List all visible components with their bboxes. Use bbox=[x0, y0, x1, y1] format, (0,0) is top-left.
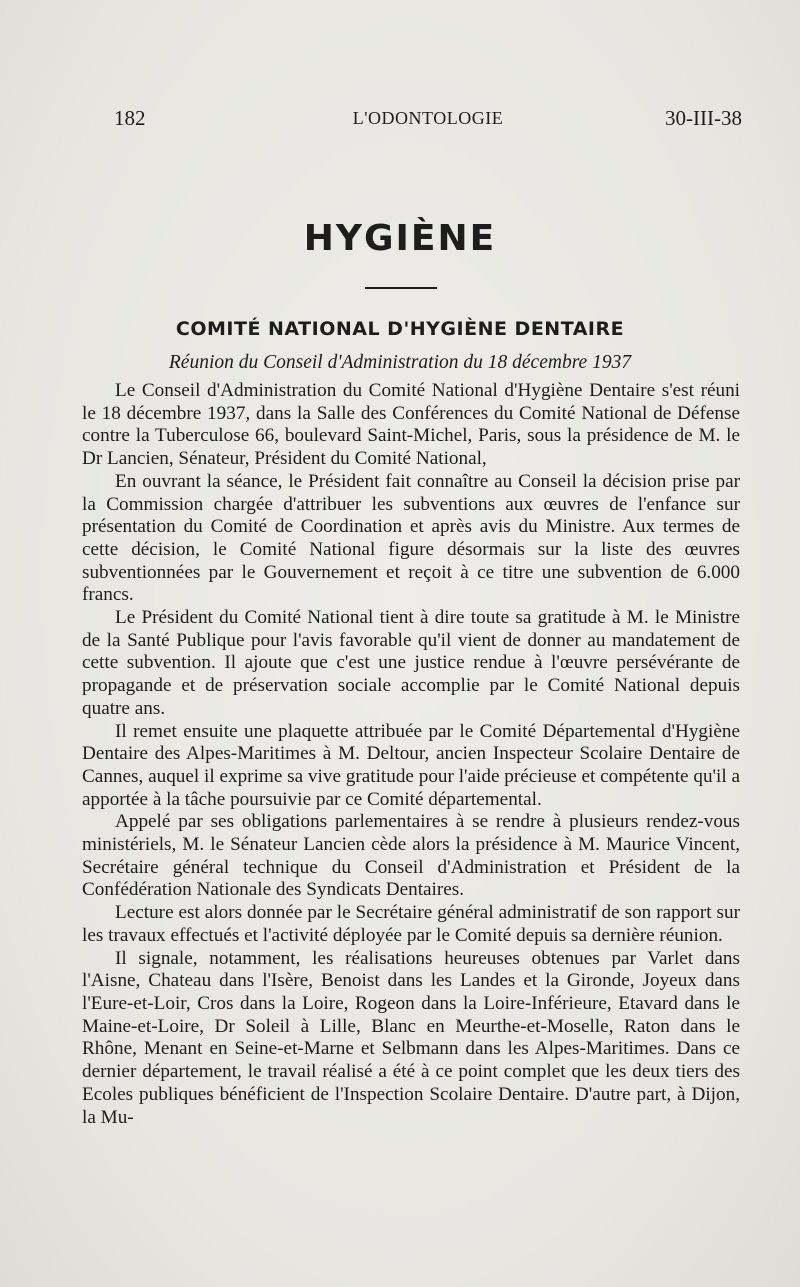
paragraph: Il signale, notamment, les réalisations heureuses obtenues par Varlet dans l'Aisne, Chateau dans l'Isère, Benoist dans les Landes et la Gironde, Joyeux dans l'Eure-et-Loir, Cros dans la Loire, Rogeon dans la Loire-Inférieure, Etavard dans le Maine-et-Loire, Dr Soleil à Lille, Blanc en Meurthe-et-Moselle, Raton dans le Rhône, Menant en Seine-et-Marne et Selbmann dans les Alpes-Maritimes. Dans ce dernier département, le travail réalisé a été à ce point complet que les deux tiers des Ecoles publiques bénéficient de l'Inspection Scolaire Dentaire. D'autre part, à Dijon, la Mu- bbox=[82, 947, 740, 1128]
paragraph: Appelé par ses obligations parlementaires à se rendre à plusieurs rendez-vous ministériels, M. le Sénateur Lancien cède alors la présidence à M. Maurice Vincent, Secrétaire général technique du Conseil d'Administration et Président de la Confédération Nationale des Syndicats Dentaires. bbox=[82, 811, 740, 901]
running-header bbox=[114, 106, 742, 136]
paragraph: Le Président du Comité National tient à dire toute sa gratitude à M. le Ministre de la Santé Publique pour l'avis favorable qu'il vient de donner au mandatement de cette subvention. Il ajoute que c'est une justice rendue à l'œuvre persévérante de propagande et de préservation sociale accomplie par le Comité National depuis quatre ans. bbox=[82, 607, 740, 719]
issue-date: 30-III-38 bbox=[665, 106, 742, 130]
paragraph: En ouvrant la séance, le Président fait connaître au Conseil la décision prise par la Commission chargée d'attribuer les subventions aux œuvres de l'enfance sur présentation du Comité de Coordination et après avis du Ministre. Aux termes de cette décision, le Comité National figure désormais sur la liste des œuvres subventionnées par le Gouvernement et reçoit à ce titre une subvention de 6.000 francs. bbox=[82, 470, 740, 606]
section-title: HYGIÈNE bbox=[303, 218, 497, 259]
paragraph: Lecture est alors donnée par le Secrétaire général administratif de son rapport sur les travaux effectués et l'activité déployée par le Comité depuis sa dernière réunion. bbox=[82, 902, 740, 946]
article-body bbox=[82, 380, 740, 1129]
paragraph: Le Conseil d'Administration du Comité National d'Hygiène Dentaire s'est réuni le 18 décembre 1937, dans la Salle des Conférences du Comité National de Défense contre la Tuberculose 66, boulevard Saint-Michel, Paris, sous la présidence de M. le Dr Lancien, Sénateur, Président du Comité National, bbox=[82, 380, 740, 470]
title-divider bbox=[365, 287, 437, 289]
paragraph: Il remet ensuite une plaquette attribuée par le Comité Départemental d'Hygiène Dentaire des Alpes-Maritimes à M. Deltour, ancien Inspecteur Scolaire Dentaire de Cannes, auquel il exprime sa vive gratitude pour l'aide précieuse et compétente qu'il a apportée à la tâche poursuivie par ce Comité départemental. bbox=[82, 720, 740, 810]
journal-name: L'ODONTOLOGIE bbox=[352, 108, 504, 128]
article-subtitle: Réunion du Conseil d'Administration du 18 décembre 1937 bbox=[168, 352, 632, 373]
page-number: 182 bbox=[114, 106, 146, 130]
article-title: COMITÉ NATIONAL D'HYGIÈNE DENTAIRE bbox=[175, 318, 625, 340]
